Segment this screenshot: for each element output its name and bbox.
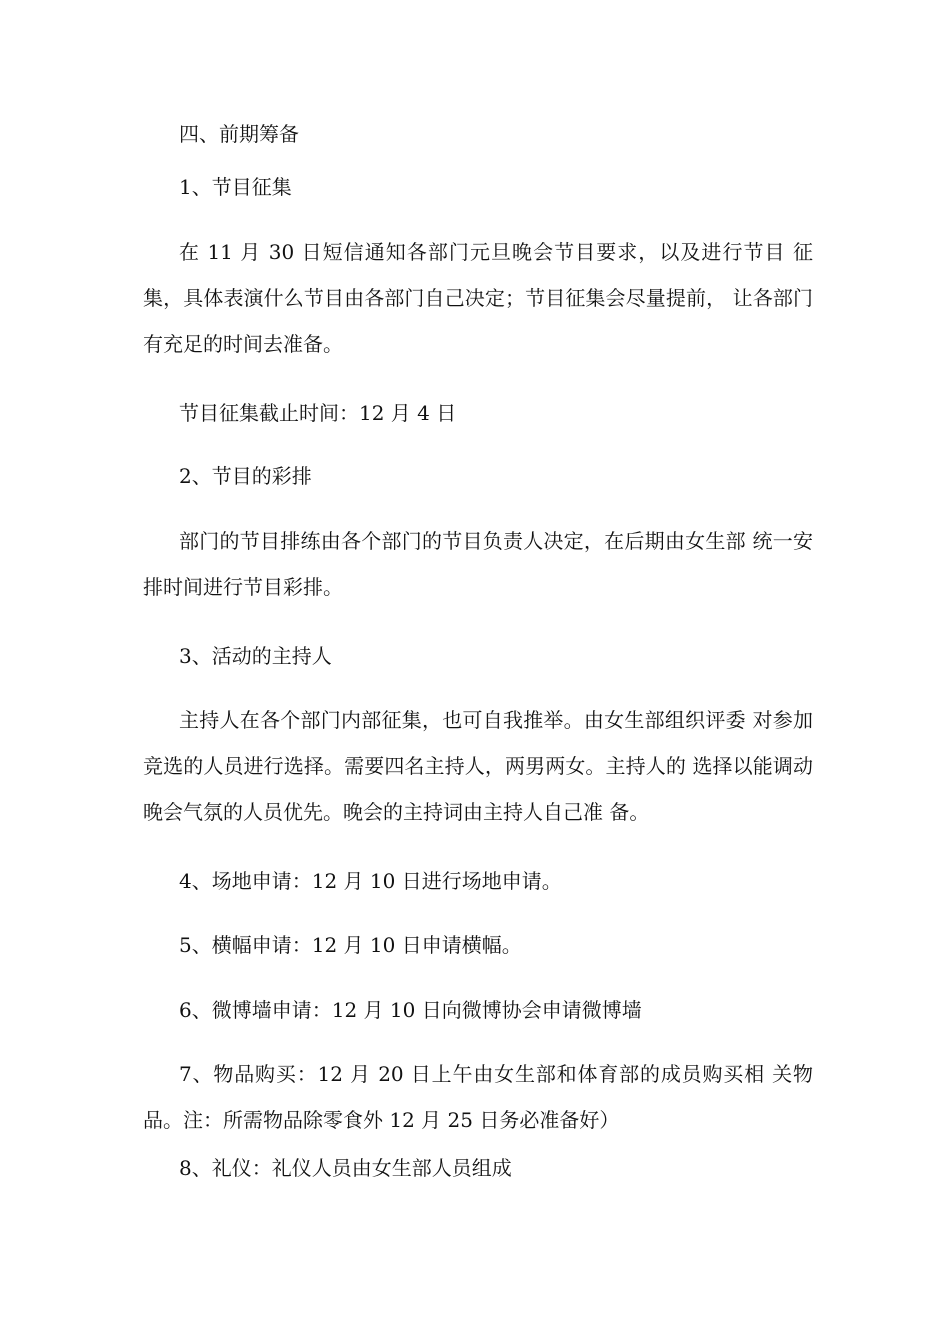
item-venue-application: 4、场地申请：12 月 10 日进行场地申请。 [179, 869, 562, 893]
item-weibo-wall-application: 6、微博墙申请：12 月 10 日向微博协会申请微博墙 [179, 998, 642, 1022]
section-heading: 四、前期筹备 [179, 122, 299, 146]
item-supplies-purchase: 7、物品购买：12 月 20 日上午由女生部和体育部的成员购买相 关物品。注：所需物品除零食外 12 月 25 日务必准备好） [143, 1062, 813, 1132]
paragraph-host: 主持人在各个部门内部征集，也可自我推举。由女生部组织评委 对参加竞选的人员进行选择。需要四名主持人，两男两女。主持人的 选择以能调动晚会气氛的人员优先。晚会的主持词由主持人自己准 备。 [143, 708, 813, 824]
item-heading-rehearsal: 2、节目的彩排 [179, 464, 312, 488]
paragraph-program-collection: 在 11 月 30 日短信通知各部门元旦晚会节目要求，以及进行节目 征集，具体表演什么节目由各部门自己决定；节目征集会尽量提前， 让各部门有充足的时间去准备。 [143, 240, 813, 356]
item-etiquette: 8、礼仪：礼仪人员由女生部人员组成 [179, 1156, 512, 1180]
paragraph-rehearsal: 部门的节目排练由各个部门的节目负责人决定，在后期由女生部 统一安排时间进行节目彩排。 [143, 529, 813, 599]
item-heading-program-collection: 1、节目征集 [179, 175, 292, 199]
paragraph-deadline: 节目征集截止时间：12 月 4 日 [179, 401, 457, 425]
item-banner-application: 5、横幅申请：12 月 10 日申请横幅。 [179, 933, 522, 957]
item-heading-host: 3、活动的主持人 [179, 644, 332, 668]
